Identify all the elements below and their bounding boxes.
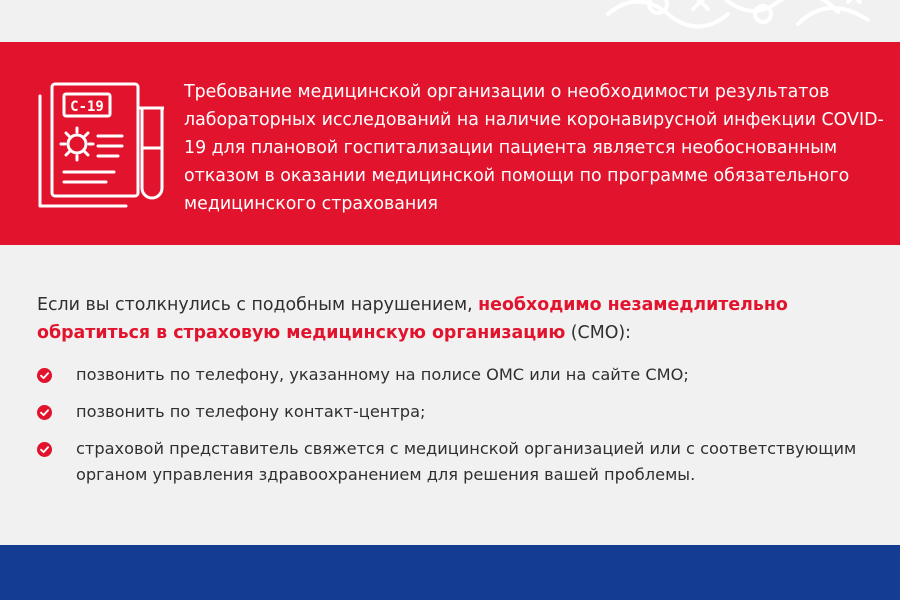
list-item-text: позвонить по телефону, указанному на полисе ОМС или на сайте СМО; [76,365,689,384]
action-list [37,362,857,499]
virus-pattern-decoration [598,0,878,42]
check-circle-icon [37,405,52,420]
check-circle-icon [37,442,52,457]
intro-suffix: (СМО): [565,323,632,343]
list-item-text: позвонить по телефону контакт-центра; [76,402,426,421]
list-item-text: страховой представитель свяжется с медицинской организацией или с соответствующим органом управления здравоохранением для решения вашей проблемы. [76,439,857,484]
headline-text: Требование медицинской организации о необходимости результатов лабораторных исследований на наличие коронавирусной инфекции COVID-19 для плановой госпитализации пациента является необоснованным отказом в оказании медицинской помощи по программе обязательного медицинского страхования [184,82,884,214]
check-circle-icon [37,368,52,383]
intro-text: Если вы столкнулись с подобным нарушением, [37,295,479,315]
list-item [37,436,857,488]
bottom-band [0,545,900,600]
headline-banner [0,42,900,245]
list-item [37,362,857,388]
intro-highlight: необходимо незамедлительно обратиться в страховую медицинскую организацию [37,295,788,343]
list-item [37,399,857,425]
icon-label: C-19 [70,99,104,115]
top-strip [0,0,900,42]
intro-paragraph [37,291,867,347]
covid-test-document-icon [34,78,164,210]
